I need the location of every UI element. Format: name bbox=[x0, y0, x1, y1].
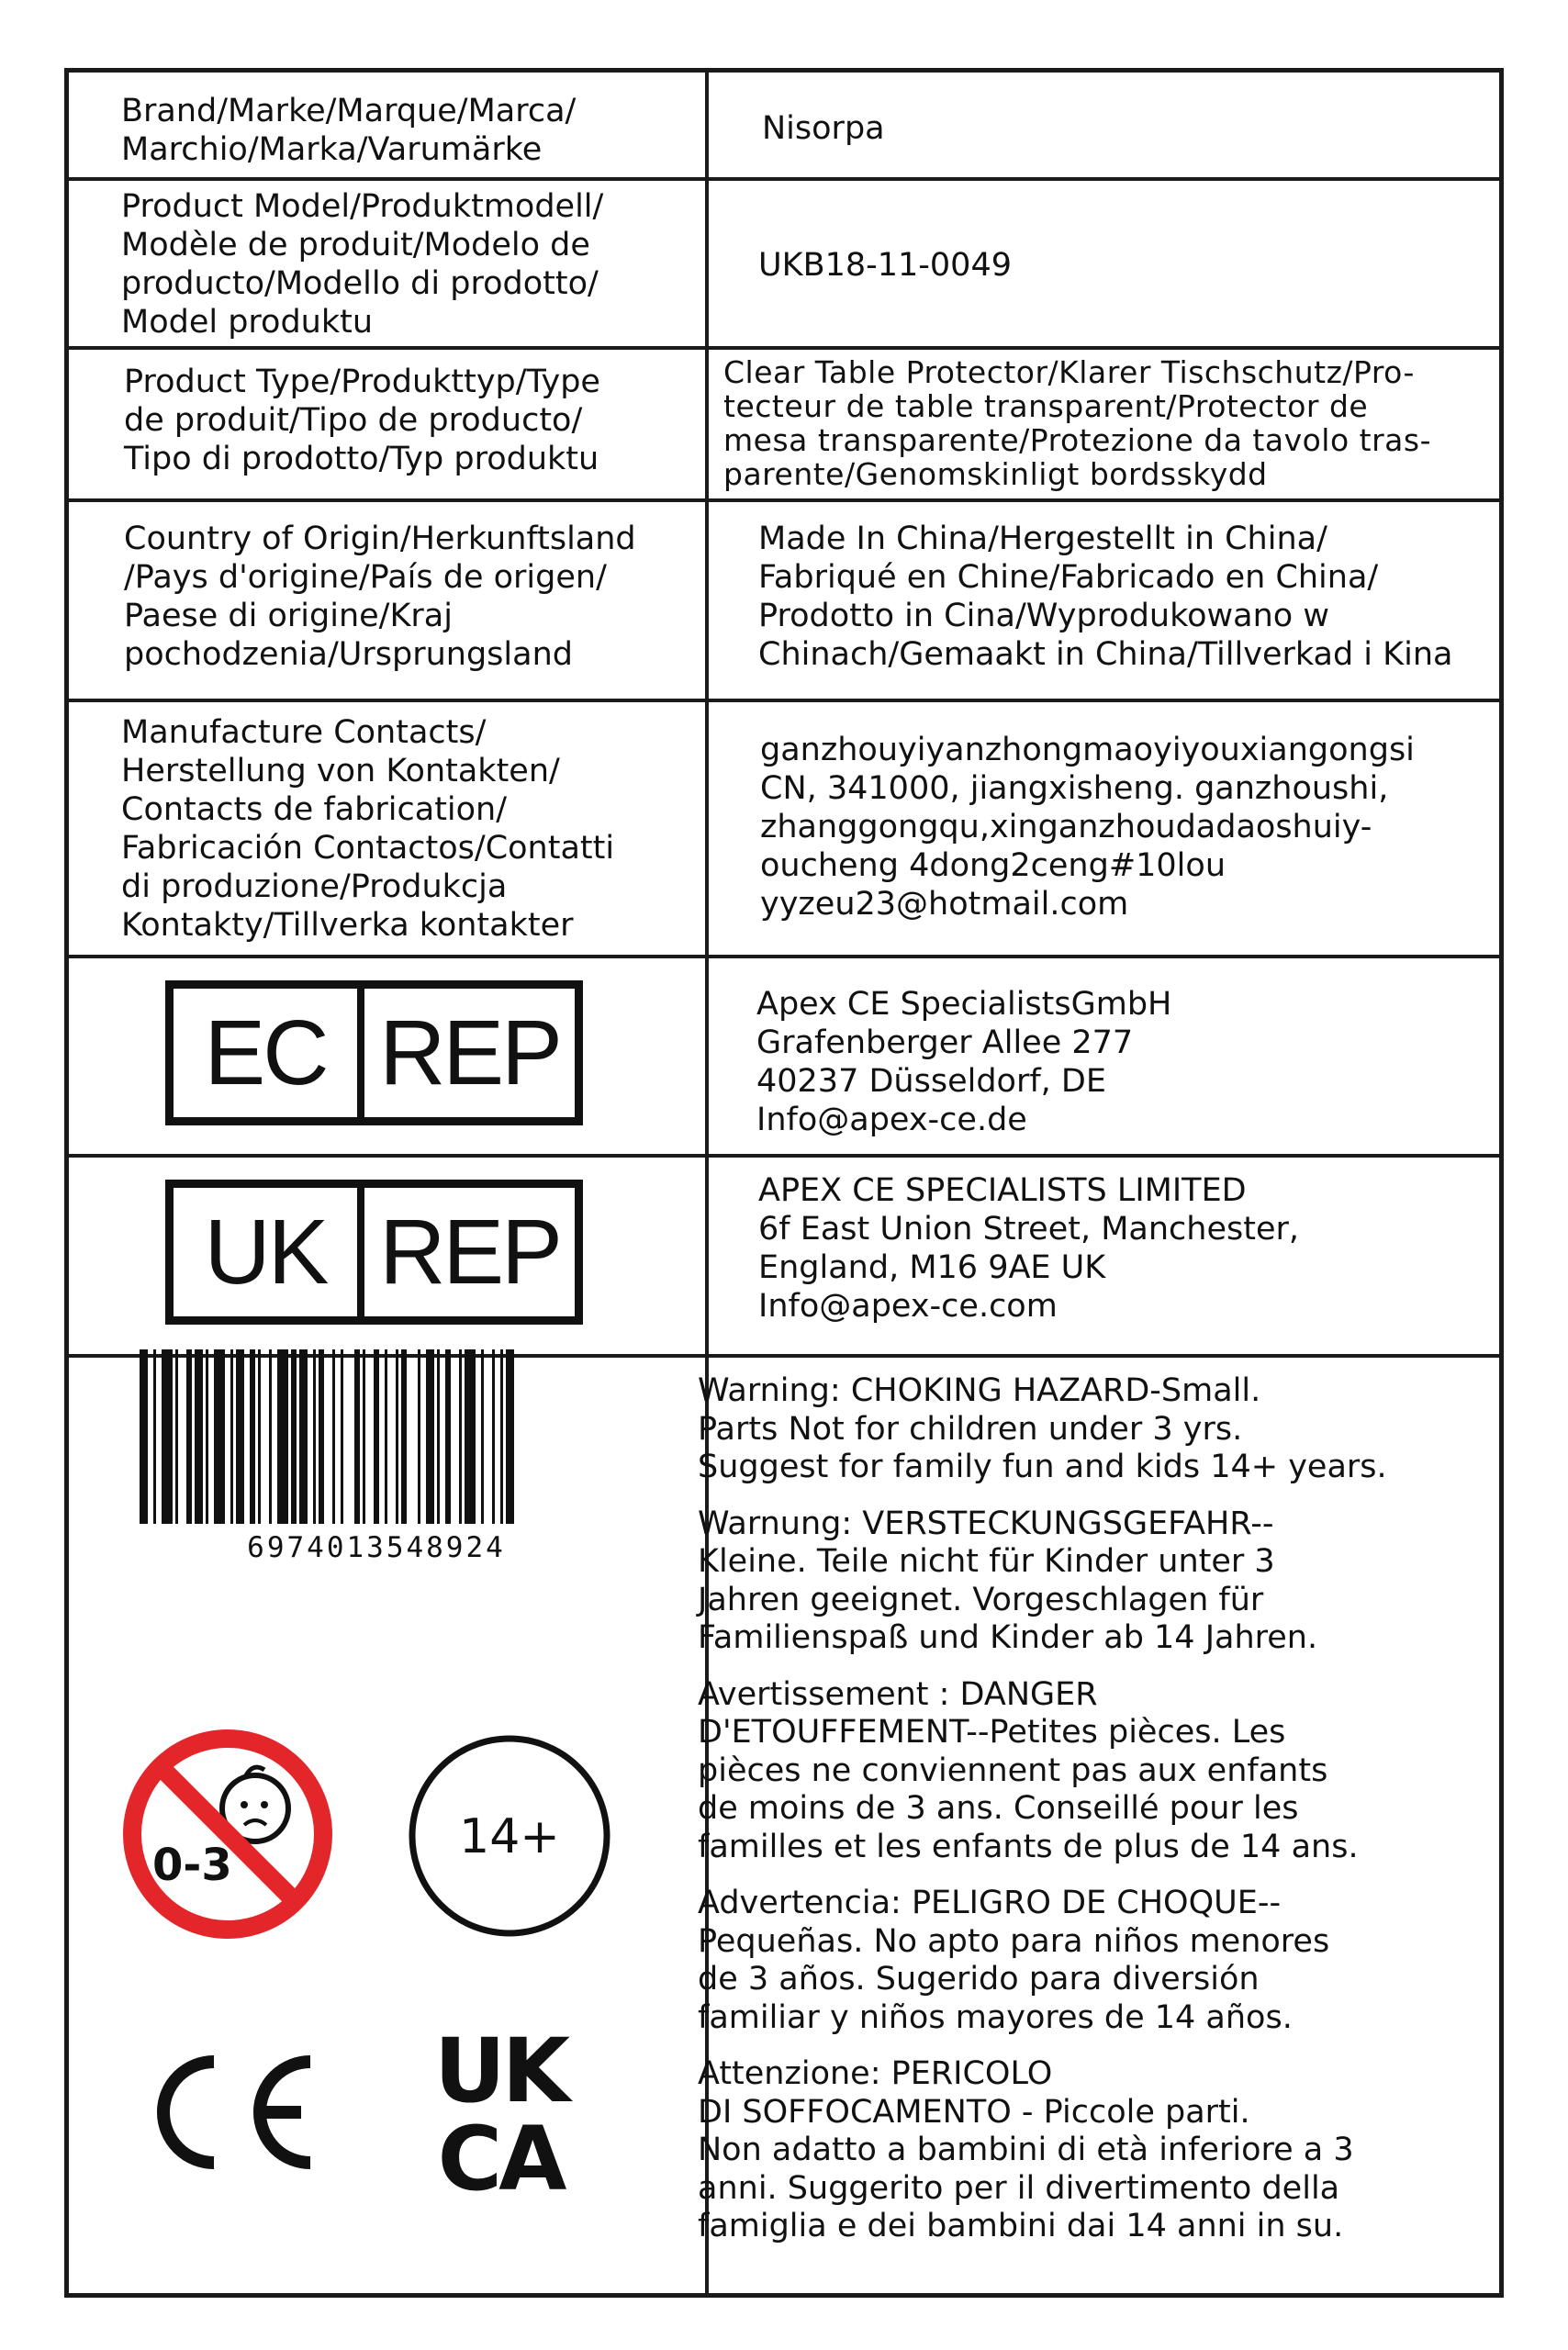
barcode bbox=[138, 1349, 606, 1524]
barcode-bar bbox=[363, 1349, 365, 1524]
barcode-bar bbox=[195, 1349, 203, 1524]
barcode-bar bbox=[332, 1349, 335, 1524]
age-14-plus-icon bbox=[404, 1730, 615, 1942]
barcode-bar bbox=[291, 1349, 297, 1524]
warning-fr: Avertissement : DANGER D'ETOUFFEMENT--Petites pièces. Les pièces ne conviennent pas aux enfants de moins de 3 ans. Conseillé pour les familles et les enfants de plus de 14 ans. bbox=[698, 1675, 1359, 1865]
row-divider bbox=[69, 1154, 1499, 1158]
manufacturer-label: Manufacture Contacts/ Herstellung von Kontakten/ Contacts de fabrication/ Fabricación Contactos/Contatti di produzione/Produkcja Kontakty/Tillverka kontakter bbox=[121, 714, 615, 944]
warning-it: Attenzione: PERICOLO DI SOFFOCAMENTO - Piccole parti. Non adatto a bambini di età inferiore a 3 anni. Suggerito per il divertimento della famiglia e dei bambini dai 14 anni in su. bbox=[698, 2055, 1354, 2244]
barcode-bar bbox=[313, 1349, 316, 1524]
barcode-bar bbox=[418, 1349, 420, 1524]
barcode-bar bbox=[206, 1349, 208, 1524]
barcode-bar bbox=[153, 1349, 156, 1524]
barcode-bar bbox=[506, 1349, 514, 1524]
age-circle-label: 14+ bbox=[459, 1809, 560, 1864]
barcode-bar bbox=[236, 1349, 244, 1524]
uk-rep-logo-right: REP bbox=[379, 1201, 560, 1304]
barcode-bar bbox=[354, 1349, 360, 1524]
barcode-bar bbox=[492, 1349, 495, 1524]
barcode-bar bbox=[396, 1349, 398, 1524]
age-warning-label: 0-3 bbox=[152, 1840, 232, 1891]
brand-value: Nisorpa bbox=[762, 110, 885, 147]
barcode-bar bbox=[277, 1349, 288, 1524]
barcode-bar bbox=[140, 1349, 148, 1524]
ec-rep-address: Apex CE SpecialistsGmbH Grafenberger Allee 277 40237 Düsseldorf, DE Info@apex-ce.de bbox=[756, 986, 1172, 1138]
barcode-bar bbox=[299, 1349, 308, 1524]
barcode-bar bbox=[481, 1349, 484, 1524]
barcode-bar bbox=[162, 1349, 173, 1524]
origin-label: Country of Origin/Herkunftsland /Pays d'origine/País de origen/ Paese di origine/Kraj pochodzenia/Ursprungsland bbox=[124, 520, 636, 673]
barcode-bar bbox=[214, 1349, 225, 1524]
barcode-bar bbox=[426, 1349, 434, 1524]
barcode-bar bbox=[319, 1349, 324, 1524]
warning-es: Advertencia: PELIGRO DE CHOQUE-- Pequeñas. No apto para niños menores de 3 años. Sugerido para diversión familiar y niños mayores de 14 años. bbox=[698, 1885, 1330, 2036]
barcode-bar bbox=[175, 1349, 178, 1524]
product-type-value: Clear Table Protector/Klarer Tischschutz/Pro- tecteur de table transparent/Protector de mesa transparente/Protezione da tavolo tras- parente/Genomskinligt bordsskydd bbox=[723, 354, 1431, 492]
uk-rep-logo bbox=[165, 1180, 583, 1325]
warning-de: Warnung: VERSTECKUNGSGEFAHR-- Kleine. Teile nicht für Kinder unter 3 Jahren geeignet. Vorgeschlagen für Familienspaß und Kinder ab 14 Jahren. bbox=[698, 1505, 1318, 1656]
ec-rep-logo bbox=[165, 980, 583, 1125]
row-divider bbox=[69, 177, 1499, 181]
barcode-bar bbox=[258, 1349, 261, 1524]
warning-en: Warning: CHOKING HAZARD-Small. Parts Not for children under 3 yrs. Suggest for family fun and kids 14+ years. bbox=[698, 1372, 1387, 1485]
barcode-bar bbox=[401, 1349, 407, 1524]
ce-mark-icon bbox=[131, 2053, 315, 2172]
barcode-bar bbox=[230, 1349, 233, 1524]
ukca-bottom: CA bbox=[437, 2108, 564, 2210]
barcode-bar bbox=[500, 1349, 503, 1524]
ukca-mark bbox=[418, 2020, 583, 2210]
barcode-bar bbox=[269, 1349, 272, 1524]
ec-rep-logo-right: REP bbox=[379, 1002, 560, 1104]
no-baby-icon bbox=[118, 1724, 338, 1944]
barcode-number: 6974013548924 bbox=[247, 1531, 506, 1564]
ukca-top: UK bbox=[433, 2020, 567, 2122]
barcode-bar bbox=[465, 1349, 476, 1524]
row-divider bbox=[69, 699, 1499, 702]
barcode-bar bbox=[437, 1349, 440, 1524]
warnings-block bbox=[698, 1372, 1469, 2265]
product-type-label: Product Type/Produkttyp/Type de produit/Tipo de producto/ Tipo di prodotto/Typ produktu bbox=[124, 364, 600, 477]
row-divider bbox=[69, 346, 1499, 350]
row-divider bbox=[69, 498, 1499, 502]
row-divider bbox=[69, 955, 1499, 958]
uk-rep-address: APEX CE SPECIALISTS LIMITED 6f East Union Street, Manchester, England, M16 9AE UK Info@apex-ce.com bbox=[758, 1172, 1300, 1325]
manufacturer-value: ganzhouyiyanzhongmaoyiyouxiangongsi CN, 341000, jiangxisheng. ganzhoushi, zhanggongqu,xinganzhoudadaoshuiy- oucheng 4dong2ceng#10lou yyzeu23@hotmail.com bbox=[760, 732, 1415, 923]
barcode-bar bbox=[459, 1349, 462, 1524]
barcode-bar bbox=[250, 1349, 255, 1524]
ec-rep-logo-left: EC bbox=[204, 1002, 327, 1104]
barcode-bar bbox=[186, 1349, 192, 1524]
barcode-bar bbox=[341, 1349, 343, 1524]
brand-label: Brand/Marke/Marque/Marca/ Marchio/Marka/Varumärke bbox=[121, 93, 577, 168]
model-label: Product Model/Produktmodell/ Modèle de produit/Modelo de producto/Modello di prodotto/ Model produktu bbox=[121, 188, 604, 341]
model-value: UKB18-11-0049 bbox=[758, 247, 1012, 284]
barcode-bar bbox=[374, 1349, 379, 1524]
barcode-bar bbox=[385, 1349, 387, 1524]
uk-rep-logo-left: UK bbox=[204, 1201, 327, 1304]
origin-value: Made In China/Hergestellt in China/ Fabriqué en Chine/Fabricado en China/ Prodotto in Cina/Wyprodukowano w Chinach/Gemaakt in China/Tillverkad i Kina bbox=[758, 520, 1453, 673]
barcode-bar bbox=[445, 1349, 451, 1524]
